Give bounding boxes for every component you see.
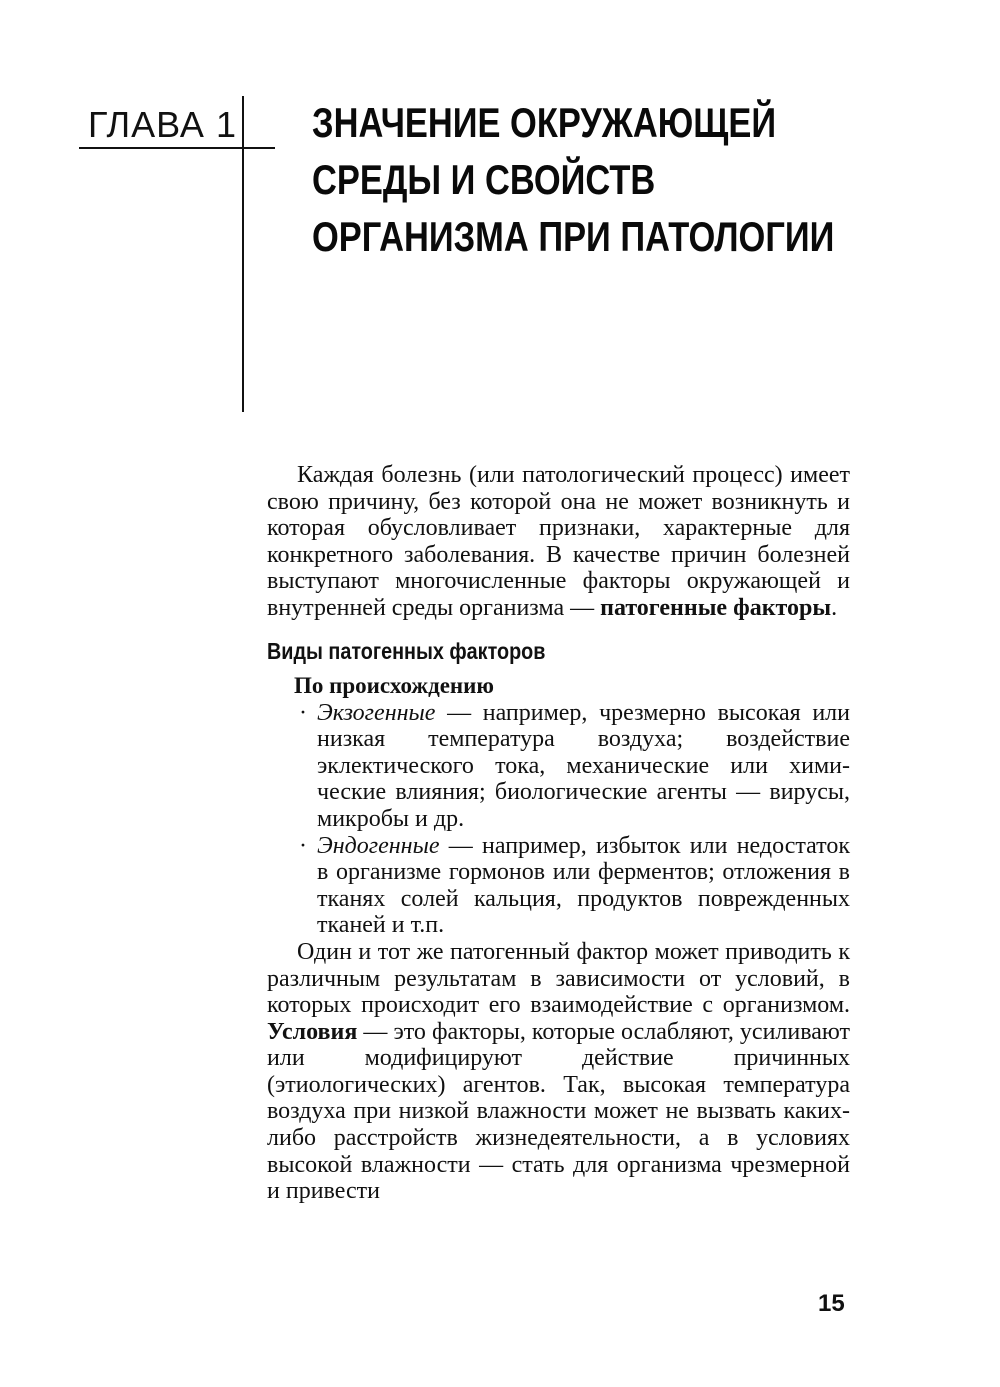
conditions-text-after: — это факторы, которые ослабляют, усиливают или модифицируют действие причинных (этиологических) агентов. Так, высокая температура воздуха при низкой влажности может не вызвать каких-либо расстройств жизнедеятельности, а в условиях высокой влажности — стать для организма чрезмерной и привести — [267, 1018, 850, 1205]
section-heading: Виды патогенных факторов — [267, 637, 546, 664]
conditions-text-before: Один и тот же патогенный фактор может приводить к различным результатам в зависимости от условий, в которых происходит его взаимодействие с организмом. — [267, 938, 850, 1019]
subheading-origin: По происхождению — [294, 672, 494, 698]
list-item-exogenous — [299, 699, 850, 833]
term-exogenous: Экзогенные — [317, 699, 436, 726]
list-item-text: — например, избыток или недостаток в организме гормонов или ферментов; отложения в тканях солей кальция, продуктов поврежденных тканей и т.п. — [317, 832, 850, 939]
term-endogenous: Эндогенные — [317, 832, 440, 859]
factor-list — [267, 700, 850, 939]
bullet-dot: · — [299, 832, 307, 859]
pathogenic-factors-term: патогенные факторы — [600, 594, 832, 621]
intro-tail: . — [831, 594, 838, 621]
chapter-label: ГЛАВА 1 — [88, 104, 237, 145]
chapter-label-rule — [79, 147, 275, 149]
chapter-title-line: ОРГАНИЗМА ПРИ ПАТОЛОГИИ — [312, 213, 835, 260]
intro-text: Каждая болезнь (или патологический процесс) имеет свою причину, без которой она не может возникнуть и которая обусловливает признаки, характерные для конкретного заболевания. В качестве причин болезней выступают многочисленные факторы окружающей и внутренней среды организма — — [267, 462, 850, 621]
conditions-term: Условия — [267, 1018, 358, 1045]
list-item-text: — например, чрезмерно высокая или низкая температура воздуха; воздействие эклектического тока, механические или химические влияния; биологические агенты — вирусы, микробы и др. — [317, 699, 850, 832]
conditions-paragraph — [267, 939, 850, 1205]
list-item-endogenous — [299, 832, 850, 939]
chapter-title-line: СРЕДЫ И СВОЙСТВ — [312, 156, 656, 203]
page-number: 15 — [818, 1290, 845, 1317]
bullet-dot: · — [299, 699, 307, 726]
chapter-title — [312, 94, 835, 265]
body-text — [267, 462, 850, 1205]
intro-paragraph — [267, 462, 850, 622]
chapter-title-line: ЗНАЧЕНИЕ ОКРУЖАЮЩЕЙ — [312, 99, 777, 146]
chapter-divider-rule — [242, 96, 244, 412]
